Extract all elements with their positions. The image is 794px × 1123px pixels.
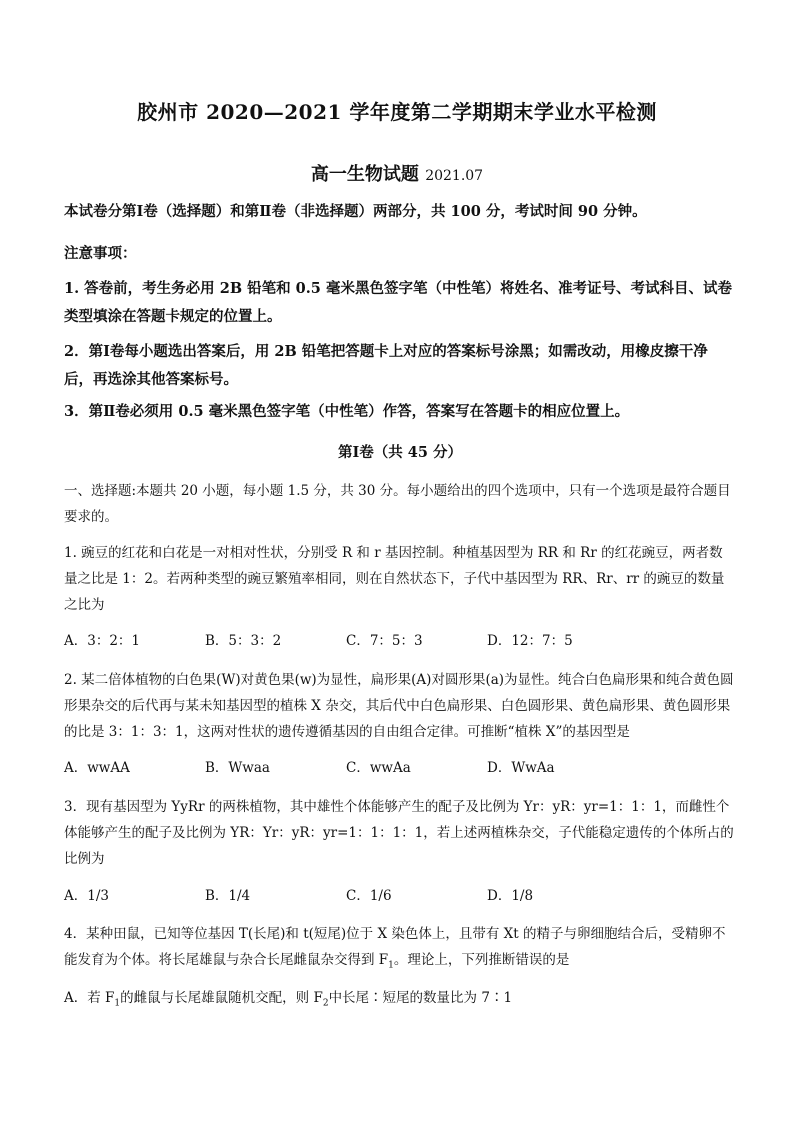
option-b: B．Wwaa	[205, 760, 270, 776]
f1-subscript: 1	[388, 960, 394, 971]
subject-title: 高一生物试题	[310, 164, 419, 185]
notes-heading: 注意事项：	[64, 245, 137, 262]
exam-date: 2021.07	[425, 168, 484, 184]
option-d: D．WwAa	[487, 760, 555, 776]
note-item-2: 2．第Ⅰ卷每小题选出答案后，用 2B 铅笔把答题卡上对应的答案标号涂黑；如需改动，用橡皮擦干净后，再选涂其他答案标号。	[64, 343, 708, 388]
option-c: C．1/6	[346, 888, 392, 904]
question-4-text	[64, 921, 736, 979]
option-c: C．7：5：3	[346, 633, 423, 649]
question-3-options	[64, 883, 736, 909]
option-c: C．wwAa	[346, 760, 411, 776]
question-4-text-end: 。理论上，下列推断错误的是	[393, 952, 570, 968]
exam-intro: 本试卷分第Ⅰ卷（选择题）和第Ⅱ卷（非选择题）两部分，共 100 分，考试时间 90 分钟。	[64, 203, 647, 220]
option-b: B．5：3：2	[205, 633, 282, 649]
option-a: A．3：2：1	[64, 633, 141, 649]
f1-subscript: 1	[114, 998, 121, 1009]
f2-subscript: 2	[322, 998, 329, 1009]
option-d: D．12：7：5	[487, 633, 573, 649]
note-item-3: 3．第Ⅱ卷必须用 0.5 毫米黑色签字笔（中性笔）作答，答案写在答题卡的相应位置上。	[64, 403, 630, 420]
option-a: A．1/3	[64, 888, 109, 904]
option-a-part-1: A．若 F	[64, 990, 115, 1006]
exam-title: 胶州市 2020—2021 学年度第二学期期末学业水平检测	[137, 100, 657, 124]
option-a-part-2: 的雌鼠与长尾雄鼠随机交配，则 F	[120, 990, 323, 1006]
exam-subtitle	[0, 160, 794, 186]
section-heading: 第Ⅰ卷（共 45 分）	[337, 444, 463, 461]
question-2-text: 2. 某二倍体植物的白色果(W)对黄色果(w)为显性，扁形果(A)对圆形果(a)为显性。纯合白色扁形果和纯合黄色圆形果杂交的后代再与某未知基因型的植株 X 杂交，其后代中白色扁形果、白色圆形果、黄色扁形果、黄色圆形果的比是 3：1：3：1，这两对性状的遗传遵循基因的自由组合定律。可推断“植株 X”的基因型是	[64, 672, 734, 740]
question-1-options	[64, 628, 736, 654]
question-4-option-a	[64, 985, 736, 1017]
question-4-text-start: 4．某种田鼠，已知等位基因 T(长尾)和 t(短尾)位于 X 染色体上，且带有 Xt 的精子与卵细胞结合后，受精卵不能发育为个体。将长尾雄鼠与杂合长尾雌鼠杂交得到 F	[64, 926, 726, 968]
question-1-text: 1. 豌豆的红花和白花是一对相对性状，分别受 R 和 r 基因控制。种植基因型为 RR 和 Rr 的红花豌豆，两者数量之比是 1：2。若两种类型的豌豆繁殖率相同，则在自然状态下，子代中基因型为 RR、Rr、rr 的豌豆的数量之比为	[64, 545, 725, 613]
option-a-part-3: 中长尾∶短尾的数量比为 7∶1	[328, 990, 513, 1006]
section-instructions: 一、选择题:本题共 20 小题，每小题 1.5 分，共 30 分。每小题给出的四个选项中，只有一个选项是最符合题目要求的。	[64, 483, 731, 525]
option-d: D．1/8	[487, 888, 534, 904]
question-2-options	[64, 755, 736, 781]
option-b: B．1/4	[205, 888, 251, 904]
note-item-1: 1. 答卷前，考生务必用 2B 铅笔和 0.5 毫米黑色签字笔（中性笔）将姓名、准考证号、考试科目、试卷类型填涂在答题卡规定的位置上。	[64, 280, 732, 325]
option-a: A．wwAA	[64, 760, 130, 776]
question-3-text: 3．现有基因型为 YyRr 的两株植物，其中雄性个体能够产生的配子及比例为 Yr：yR：yr=1：1：1，而雌性个体能够产生的配子及比例为 YR：Yr：yR：yr=1：1：1：1，若上述两植株杂交，子代能稳定遗传的个体所占的比例为	[64, 799, 734, 867]
